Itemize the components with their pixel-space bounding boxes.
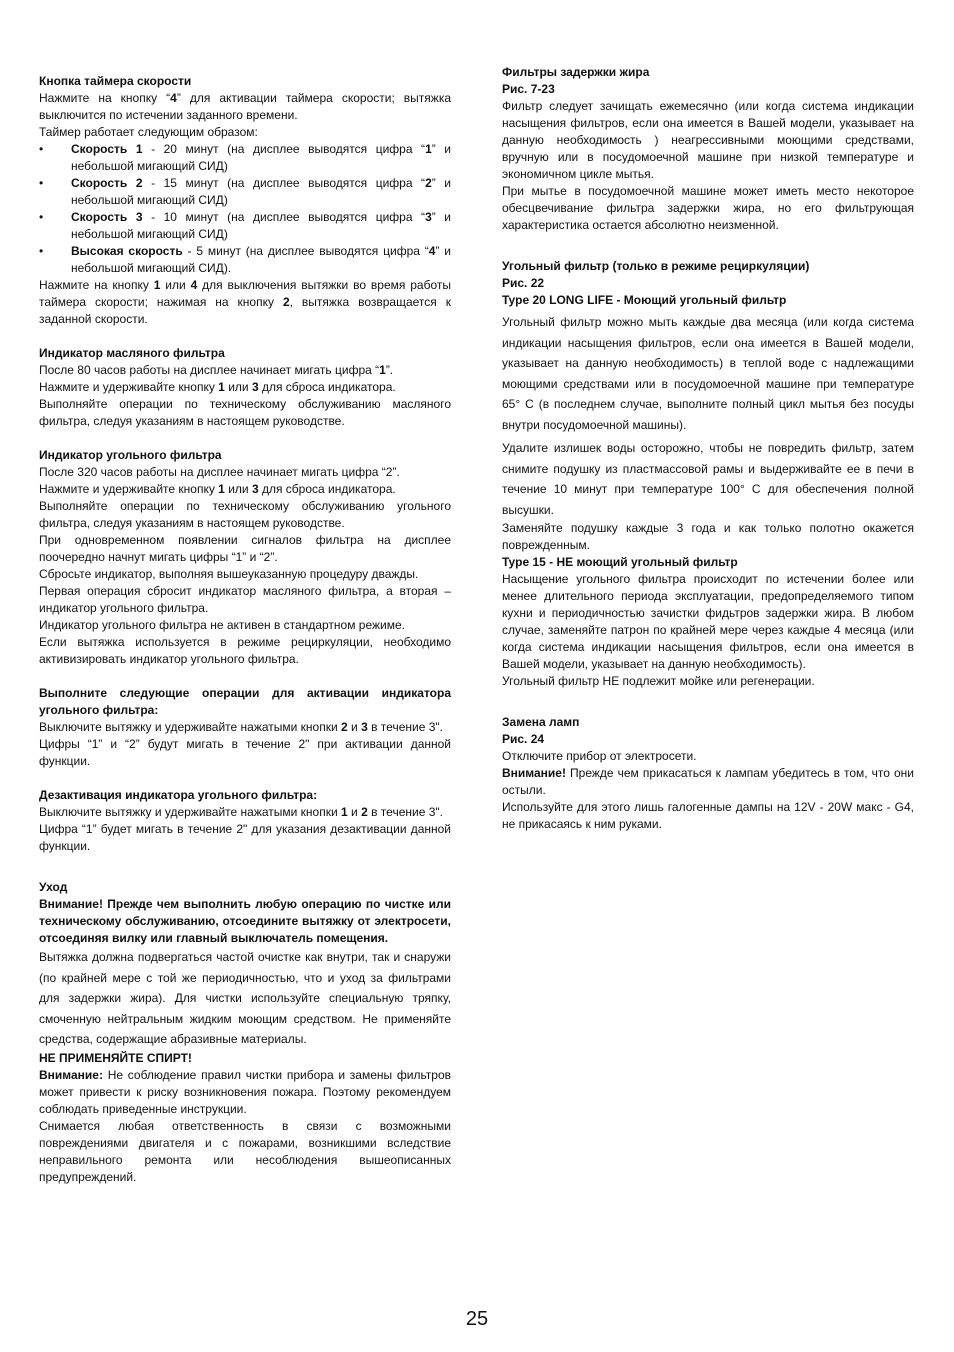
deactivate-heading: Дезактивация индикатора угольного фильтра: <box>39 788 318 802</box>
deactivate-paragraph-2: Цифра “1” будет мигать в течение 2" для указания дезактивации данной функции. <box>39 822 451 853</box>
carbon-paragraph-4: При одновременном появлении сигналов фильтра на дисплее поочередно начнут мигать цифры “1” и “2”. <box>39 533 451 564</box>
charcoal-paragraph-4: Насыщение угольного фильтра происходит по истечении более или менее длительного периода эксплуатации, предопределяемого типом кухни и периодичностью зачистки фидьтров задержки жира. В любом случае, заменяйте патрон по крайней мере через каждые 4 месяца (или когда система индикации насыщения фильтров, если она имеется в Вашей модели, указывает на данную необходимость). <box>502 572 914 671</box>
no-alcohol-warning: НЕ ПРИМЕНЯЙТЕ СПИРТ! <box>39 1050 192 1065</box>
grease-paragraph-2: При мытье в посудомоечной машине может иметь место некоторое обесцвечивание фильтра задержки жира, но его фильтрующая характеристика остается абсолютно неизменной. <box>502 184 914 232</box>
list-item: • Скорость 2 - 15 минут (на дисплее выводятся цифра “2” и небольшой мигающий СИД) <box>39 175 451 209</box>
page-number: 25 <box>465 1308 489 1330</box>
carbon-paragraph-3: Выполняйте операции по техническому обслуживанию угольного фильтра, следуя указаниям в настоящем руководстве. <box>39 499 451 530</box>
charcoal-paragraph-2: Удалите излишек воды осторожно, чтобы не повредить фильтр, затем снимите подушку из пластмассовой рамы и выдерживайте ее в печи в течение 10 минут при температуре 100° C для обеспечения полной высушки. <box>502 441 914 517</box>
type15-heading: Type 15 - НЕ моющий угольный фильтр <box>502 555 738 569</box>
carbon-paragraph-2: Нажмите и удерживайте кнопку 1 или 3 для сброса индикатора. <box>39 482 396 496</box>
charcoal-paragraph-1: Угольный фильтр можно мыть каждые два месяца (или когда система индикации насыщения фильтров, если она имеется в Вашей модели, указывает на данную необходимость) в теплой воде с надлежащими моющими средствами или в посудомоечной машине при температуре 65° C (в последнем случае, выполните полный цикл мытья без посуды внутри посудомоечной машины). <box>502 315 914 432</box>
charcoal-figure-ref: Рис. 22 <box>502 276 545 290</box>
timer-paragraph-3: Нажмите на кнопку 1 или 4 для выключения вытяжки во время работы таймера скорости; нажимая на кнопку 2, вытяжка возвращается к заданной скорости. <box>39 278 452 326</box>
care-paragraph-2: Внимание: Не соблюдение правил чистки прибора и замены фильтров может привести к риску возникновения пожара. Поэтому рекомендуем соблюдать приведенные инструкции. <box>39 1067 451 1116</box>
oil-filter-heading: Индикатор масляного фильтра <box>39 346 225 360</box>
right-column <box>502 64 914 833</box>
carbon-filter-heading: Индикатор угольного фильтра <box>39 448 222 462</box>
carbon-paragraph-5: Сбросьте индикатор, выполняя вышеуказанную процедуру дважды. <box>39 567 419 581</box>
list-item: • Скорость 3 - 10 минут (на дисплее выводятся цифра “3” и небольшой мигающий СИД) <box>39 209 451 243</box>
timer-paragraph-1: Нажмите на кнопку “4” для активации таймера скорости; вытяжка выключится по истечении заданного времени. <box>39 91 452 122</box>
activate-heading: Выполните следующие операции для активации индикатора угольного фильтра: <box>39 686 451 717</box>
lamps-paragraph-3: Используйте для этого лишь галогенные дампы на 12V - 20W макс - G4, не прикасаясь к ним руками. <box>502 800 914 831</box>
timer-speed-list <box>39 141 451 277</box>
activate-paragraph-2: Цифры “1” и “2” будут мигать в течение 2" при активации данной функции. <box>39 737 451 768</box>
grease-paragraph-1: Фильтр следует зачищать ежемесячно (или когда система индикации насыщения фильтров, если она имеется в Вашей модели, указывает на данную необходимость ) неагрессивными моющими средствами, вручную или в посудомоечной машине при низкой температуре и экономичном цикле мытья. <box>502 99 914 181</box>
charcoal-paragraph-3: Заменяйте подушку каждые 3 года и как только полотно окажется поврежденным. <box>502 521 914 552</box>
timer-paragraph-2: Таймер работает следующим образом: <box>39 125 258 139</box>
oil-paragraph-2: Нажмите и удерживайте кнопку 1 или 3 для сброса индикатора. <box>39 380 396 394</box>
oil-paragraph-1: После 80 часов работы на дисплее начинает мигать цифра “1”. <box>39 363 394 377</box>
lamps-heading: Замена ламп <box>502 715 580 729</box>
carbon-paragraph-6: Первая операция сбросит индикатор масляного фильтра, а вторая – индикатор угольного фильтра. <box>39 584 451 615</box>
lamps-paragraph-1: Отключите прибор от электросети. <box>502 749 697 763</box>
activate-paragraph-1: Выключите вытяжку и удерживайте нажатыми кнопки 2 и 3 в течение 3". <box>39 720 443 734</box>
care-heading: Уход <box>39 880 68 894</box>
carbon-paragraph-8: Если вытяжка используется в режиме рециркуляции, необходимо активизировать индикатор угольного фильтра. <box>39 635 451 666</box>
grease-filter-heading: Фильтры задержки жира <box>502 65 650 79</box>
list-item: • Высокая скорость - 5 минут (на дисплее выводятся цифра “4” и небольшой мигающий СИД). <box>39 243 451 277</box>
type20-heading: Type 20 LONG LIFE - Моющий угольный фильтр <box>502 293 787 307</box>
lamps-paragraph-2: Внимание! Прежде чем прикасаться к лампам убедитесь в том, что они остыли. <box>502 766 914 797</box>
lamps-figure-ref: Рис. 24 <box>502 732 545 746</box>
charcoal-paragraph-5: Угольный фильтр НЕ подлежит мойке или регенерации. <box>502 674 815 688</box>
carbon-paragraph-7: Индикатор угольного фильтра не активен в стандартном режиме. <box>39 618 405 632</box>
care-paragraph-3: Снимается любая ответственность в связи с возможными повреждениями двигателя и с пожарами, возникшими вследствие неправильного ремонта или несоблюдения вышеописанных предупреждений. <box>39 1118 451 1184</box>
charcoal-filter-heading: Угольный фильтр (только в режиме рециркуляции) <box>502 259 810 273</box>
care-paragraph-1: Вытяжка должна подвергаться частой очистке как внутри, так и снаружи (по крайней мере с той же периодичностью, что и уход за фильтрами для задержки жира). Для чистки используйте специальную тряпку, смоченную нейтральным жидким моющим средством. Не применяйте средства, содержащие абразивные материалы. <box>39 950 451 1046</box>
oil-paragraph-3: Выполняйте операции по техническому обслуживанию масляного фильтра, следуя указаниям в настоящем руководстве. <box>39 397 451 428</box>
carbon-paragraph-1: После 320 часов работы на дисплее начинает мигать цифра “2”. <box>39 465 400 479</box>
list-item: • Скорость 1 - 20 минут (на дисплее выводятся цифра “1” и небольшой мигающий СИД) <box>39 141 451 175</box>
left-column <box>39 73 451 1186</box>
deactivate-paragraph-1: Выключите вытяжку и удерживайте нажатыми кнопки 1 и 2 в течение 3". <box>39 805 443 819</box>
grease-figure-ref: Рис. 7-23 <box>502 82 555 96</box>
care-warning: Внимание! Прежде чем выполнить любую операцию по чистке или техническому обслуживанию, отсоедините вытяжку от электросети, отсоединяя вилку или главный выключатель помещения. <box>39 897 451 945</box>
timer-heading: Кнопка таймера скорости <box>39 74 192 88</box>
